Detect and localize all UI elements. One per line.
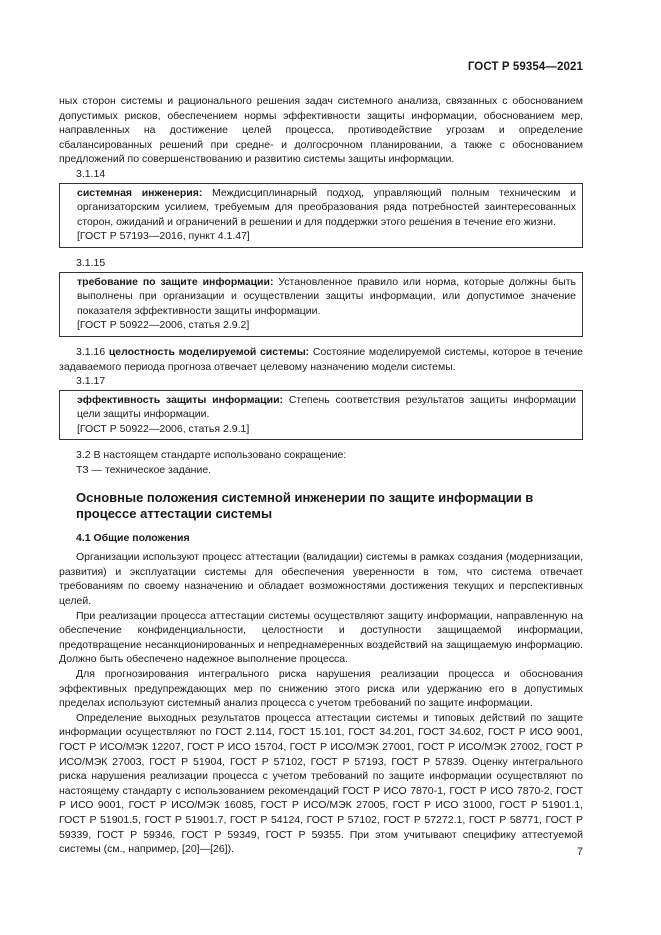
- term-3117-ref: [ГОСТ Р 50922—2006, статья 2.9.1]: [77, 422, 250, 435]
- term-3117-name: эффективность защиты информации:: [77, 393, 284, 406]
- term-number-3114: 3.1.14: [76, 167, 106, 180]
- term-3114-name: системная инженерия:: [77, 186, 203, 199]
- standard-id: ГОСТ Р 59354—2021: [467, 61, 583, 73]
- term-3116-name: целостность моделируемой системы:: [108, 345, 310, 358]
- term-3114-ref: [ГОСТ Р 57193—2016, пункт 4.1.47]: [77, 230, 250, 243]
- subsection-title: 4.1 Общие положения: [76, 531, 190, 544]
- term-3114-definition: Междисциплинарный подход, управляющий полным техническим и организаторским усилием, требуемым для преобразования ряда потребностей заинтересованных сторон, ожиданий и ограничений в решении и для поддержки этого решения в течение его жизни.: [77, 186, 576, 228]
- term-3115-definition: Установленное правило или норма, которые должны быть выполнены при организации и осуществлении защиты информации, или допустимое значение показателя эффективности защиты информации.: [77, 275, 576, 317]
- term-3116: [59, 345, 583, 374]
- term-number-3117: 3.1.17: [76, 375, 106, 388]
- section-title: Основные положения системной инженерии по защите информации в процессе аттестации системы: [76, 489, 534, 522]
- body-paragraph: Организации используют процесс аттестации (валидации) системы в рамках создания (модернизации, развития) и эксплуатации системы для обеспечения уверенности в том, что система отвечает требованиям по своему назначению и обладает возможностями достижения текущих и перспективных целей.: [59, 551, 583, 608]
- body-paragraph: Для прогнозирования интегрального риска нарушения реализации процесса и обоснования эффективных предупреждающих мер по снижению этого риска или удержанию его в допустимых пределах используют системный анализ процесса с учетом требований по защите информации.: [59, 668, 583, 710]
- term-box-3115: [59, 272, 583, 337]
- term-3115-name: требование по защите информации:: [77, 275, 274, 288]
- term-box-3114: [59, 183, 583, 248]
- intro-paragraph: ных сторон системы и рационального решения задач системного анализа, связанных с обоснованием допустимых рисков, обеспечением нормы эффективности защиты информации, обоснованием мер, направленных на достижение целей процесса, противодействие угрозам и определение сбалансированных решений при средне- и долгосрочном планировании, а также с обоснованием предложений по совершенствованию и развитию системы защиты информации.: [59, 95, 583, 166]
- term-box-3117: [59, 390, 583, 441]
- body-paragraph: Определение выходных результатов процесса аттестации системы и типовых действий по защите информации осуществляют по ГОСТ 2.114, ГОСТ 15.101, ГОСТ 34.201, ГОСТ 34.602, ГОСТ Р ИСО 9001, ГОСТ Р ИСО/МЭК 12207, ГОСТ Р ИСО 15704, ГОСТ Р ИСО/МЭК 27001, ГОСТ Р ИСО/МЭК 27002, ГОСТ Р ИСО/МЭК 27003, ГОСТ Р 51904, ГОСТ Р 57102, ГОСТ Р 57193, ГОСТ Р 57839. Оценку интегрального риска нарушения реализации процесса с учетом требований по защите информации осуществляют по настоящему стандарту с использованием рекомендаций ГОСТ Р ИСО 7870-1, ГОСТ Р ИСО 7870-2, ГОСТ Р ИСО 9001, ГОСТ Р ИСО/МЭК 16085, ГОСТ Р ИСО/МЭК 27005, ГОСТ Р ИСО 31000, ГОСТ Р 51901.1, ГОСТ Р 51901.5, ГОСТ Р 51901.7, ГОСТ Р 54124, ГОСТ Р 57102, ГОСТ Р 57272.1, ГОСТ Р 58771, ГОСТ Р 59339, ГОСТ Р 59346, ГОСТ Р 59349, ГОСТ Р 59355. При этом учитывают специфику аттестуемой системы (см., например, [20]—[26]).: [59, 711, 583, 856]
- abbrev-intro: 3.2 В настоящем стандарте использовано сокращение:: [76, 449, 347, 462]
- term-number-3116: 3.1.16: [76, 345, 106, 358]
- term-3117-definition: Степень соответствия результатов защиты информации цели защиты информации.: [77, 393, 576, 421]
- page-number: 7: [576, 846, 583, 858]
- term-3116-definition: Состояние моделируемой системы, которое в течение задаваемого периода прогноза отвечает целевому назначению модели системы.: [59, 345, 583, 373]
- term-3115-ref: [ГОСТ Р 50922—2006, статья 2.9.2]: [77, 319, 250, 332]
- page-content: [59, 94, 583, 857]
- body-paragraph: При реализации процесса аттестации системы осуществляют защиту информации, направленную на обеспечение конфиденциальности, целостности и доступности защищаемой информации, предотвращение несанкционированных и непреднамеренных воздействий на защищаемую информацию. Должно быть обеспечено надежное выполнение процесса.: [59, 609, 583, 666]
- term-number-3115: 3.1.15: [76, 256, 106, 269]
- abbrev-item: ТЗ — техническое задание.: [76, 464, 212, 477]
